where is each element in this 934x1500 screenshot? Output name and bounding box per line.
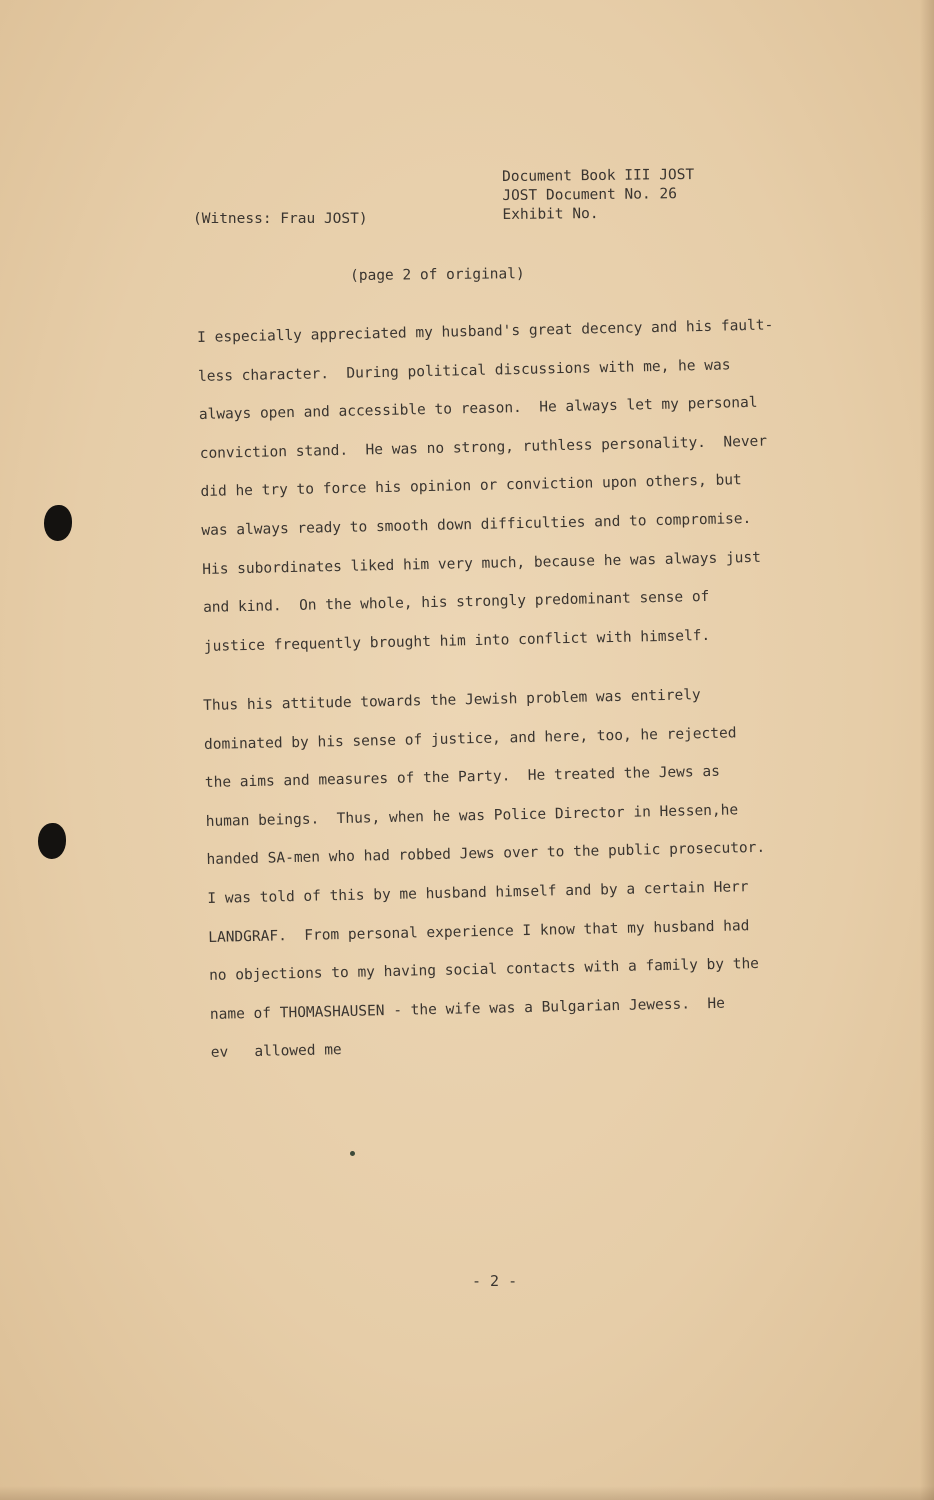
page-edge-shadow-right bbox=[920, 0, 934, 1500]
text-line: less character. During political discussions with me, he was bbox=[197, 356, 731, 385]
punch-hole-lower bbox=[38, 823, 66, 859]
text-line: the aims and measures of the Party. He treated the Jews as bbox=[204, 763, 721, 792]
text-line: conviction stand. He was no strong, ruthless personality. Never bbox=[199, 433, 768, 462]
text-line: and kind. On the whole, his strongly predominant sense of bbox=[202, 589, 710, 617]
paper-speck bbox=[350, 1151, 355, 1156]
text-line: did he try to force his opinion or conviction upon others, but bbox=[200, 472, 742, 501]
document-number-label: JOST Document No. 26 bbox=[502, 186, 677, 204]
paragraph-1 bbox=[197, 315, 781, 675]
text-line: human beings. Thus, when he was Police Director in Hessen,he bbox=[205, 802, 739, 830]
text-line: Thus his attitude towards the Jewish problem was entirely bbox=[203, 687, 701, 714]
text-line: handed SA-men who had robbed Jews over to the public prosecutor. bbox=[206, 840, 766, 869]
text-line: was always ready to smooth down difficulties and to compromise. bbox=[201, 510, 752, 539]
punch-hole-upper bbox=[44, 505, 72, 541]
witness-label: (Witness: Frau JOST) bbox=[193, 211, 368, 227]
text-line: His subordinates liked him very much, because he was always just bbox=[202, 549, 762, 578]
text-line: I was told of this by me husband himself and by a certain Herr bbox=[207, 879, 749, 907]
text-line: dominated by his sense of justice, and here, too, he rejected bbox=[203, 724, 737, 753]
text-line: name of THOMASHAUSEN - the wife was a Bulgarian Jewess. He bbox=[209, 995, 726, 1023]
page-number: - 2 - bbox=[472, 1272, 518, 1290]
paragraph-2 bbox=[203, 684, 770, 1082]
text-line: LANDGRAF. From personal experience I know that my husband had bbox=[208, 917, 750, 946]
text-line: no objections to my having social contacts with a family by the bbox=[208, 956, 760, 985]
page-edge-shadow-bottom bbox=[0, 1486, 934, 1500]
document-header bbox=[502, 166, 695, 225]
page-of-original-note: (page 2 of original) bbox=[350, 266, 525, 284]
document-book-label: Document Book III JOST bbox=[502, 166, 695, 185]
text-line: justice frequently brought him into conflict with himself. bbox=[203, 627, 711, 655]
text-line: I especially appreciated my husband's great decency and his fault- bbox=[197, 317, 774, 346]
text-line: always open and accessible to reason. He always let my personal bbox=[198, 394, 758, 424]
text-line: ev allowed me bbox=[210, 1042, 342, 1062]
exhibit-number-label: Exhibit No. bbox=[502, 205, 599, 223]
